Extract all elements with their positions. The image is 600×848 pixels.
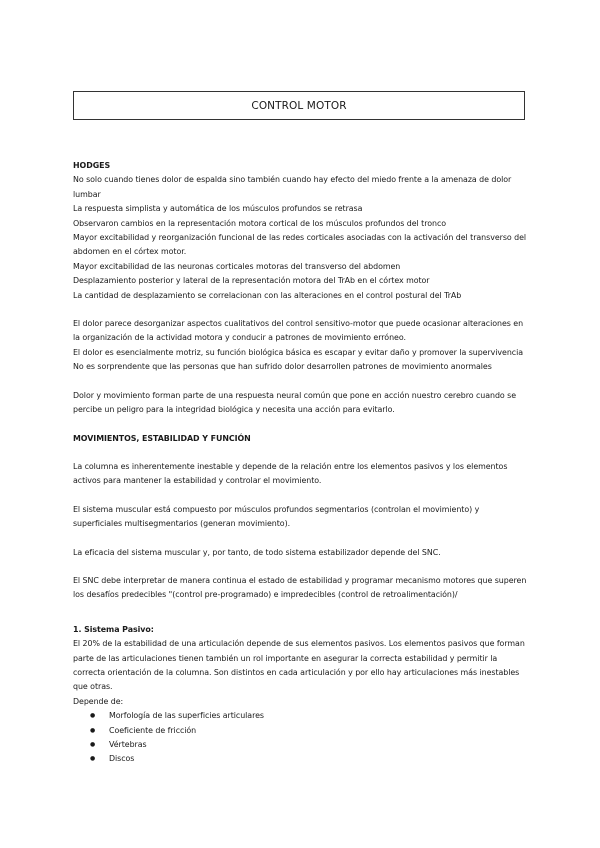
- pain-movement-paragraph: Dolor y movimiento forman parte de una respuesta neural común que pone en acción nuestro cerebro cuando se percibe un peligro para la integridad biológica y necesita una acción para evitarlo.: [73, 390, 517, 415]
- movements-paragraph: El SNC debe interpretar de manera continua el estado de estabilidad y programar mecanismo motores que superen los desafíos predecibles "(control pre-programado) e impredecibles (control de retroalimentación)/: [73, 575, 527, 600]
- hodges-heading: HODGES: [73, 161, 111, 170]
- hodges-line: Mayor excitabilidad de las neuronas corticales motoras del transverso del abdomen: [73, 261, 401, 271]
- title-box: [73, 91, 525, 120]
- movements-paragraph: La eficacia del sistema muscular y, por tanto, de todo sistema estabilizador depende del SNC.: [73, 547, 441, 557]
- depends-label: Depende de:: [73, 696, 124, 706]
- passive-heading: 1. Sistema Pasivo:: [73, 624, 154, 634]
- movements-heading: MOVIMIENTOS, ESTABILIDAD Y FUNCIÓN: [73, 433, 251, 443]
- passive-system-section: [73, 623, 529, 767]
- hodges-line: Desplazamiento posterior y lateral de la representación motora del TrAb en el córtex motor: [73, 276, 430, 286]
- list-item: ● Discos: [90, 752, 529, 766]
- hodges-line: Observaron cambios en la representación motora cortical de los músculos profundos del tronco: [73, 218, 447, 228]
- passive-paragraph: El 20% de la estabilidad de una articulación depende de sus elementos pasivos. Los elementos pasivos que forman parte de las articulaciones tienen también un rol importante en asegurar la correcta estabilidad y permitir la correcta orientación de la columna. Son distintos en cada articulación y por ello hay articulaciones más inestables que otras.: [73, 639, 525, 692]
- list-item: ● Coeficiente de fricción: [90, 724, 529, 738]
- hodges-line: La cantidad de desplazamiento se correlacionan con las alteraciones en el control postural del TrAb: [73, 290, 462, 300]
- movements-section: [73, 432, 529, 603]
- movements-paragraph: La columna es inherentemente inestable y depende de la relación entre los elementos pasivos y los elementos activos para mantener la estabilidad y controlar el movimiento.: [73, 461, 508, 486]
- list-item: ● Morfología de las superficies articulares: [90, 709, 529, 723]
- movements-paragraph: El sistema muscular está compuesto por músculos profundos segmentarios (controlan el movimiento) y superficiales multisegmentarios (generan movimiento).: [73, 504, 480, 529]
- document-body: [73, 159, 529, 767]
- passive-list: [73, 709, 529, 767]
- hodges-section: [73, 159, 529, 303]
- pain-line: El dolor es esencialmente motriz, su función biológica básica es escapar y evitar daño y promover la supervivencia: [73, 347, 524, 357]
- page-title: CONTROL MOTOR: [251, 99, 347, 112]
- hodges-line: No solo cuando tienes dolor de espalda sino también cuando hay efecto del miedo frente a la amenaza de dolor lumbar: [73, 175, 512, 199]
- list-item: ● Vértebras: [90, 738, 529, 752]
- pain-line: No es sorprendente que las personas que han sufrido dolor desarrollen patrones de movimiento anormales: [73, 362, 492, 372]
- pain-section: [73, 317, 529, 375]
- hodges-line: La respuesta simplista y automática de los músculos profundos se retrasa: [73, 204, 363, 214]
- pain-line: El dolor parece desorganizar aspectos cualitativos del control sensitivo-motor que puede ocasionar alteraciones en la organización de la actividad motora y conducir a patrones de movimiento erróneo.: [73, 319, 524, 343]
- hodges-line: Mayor excitabilidad y reorganización funcional de las redes corticales asociadas con la activación del transverso del abdomen en el córtex motor.: [73, 233, 527, 257]
